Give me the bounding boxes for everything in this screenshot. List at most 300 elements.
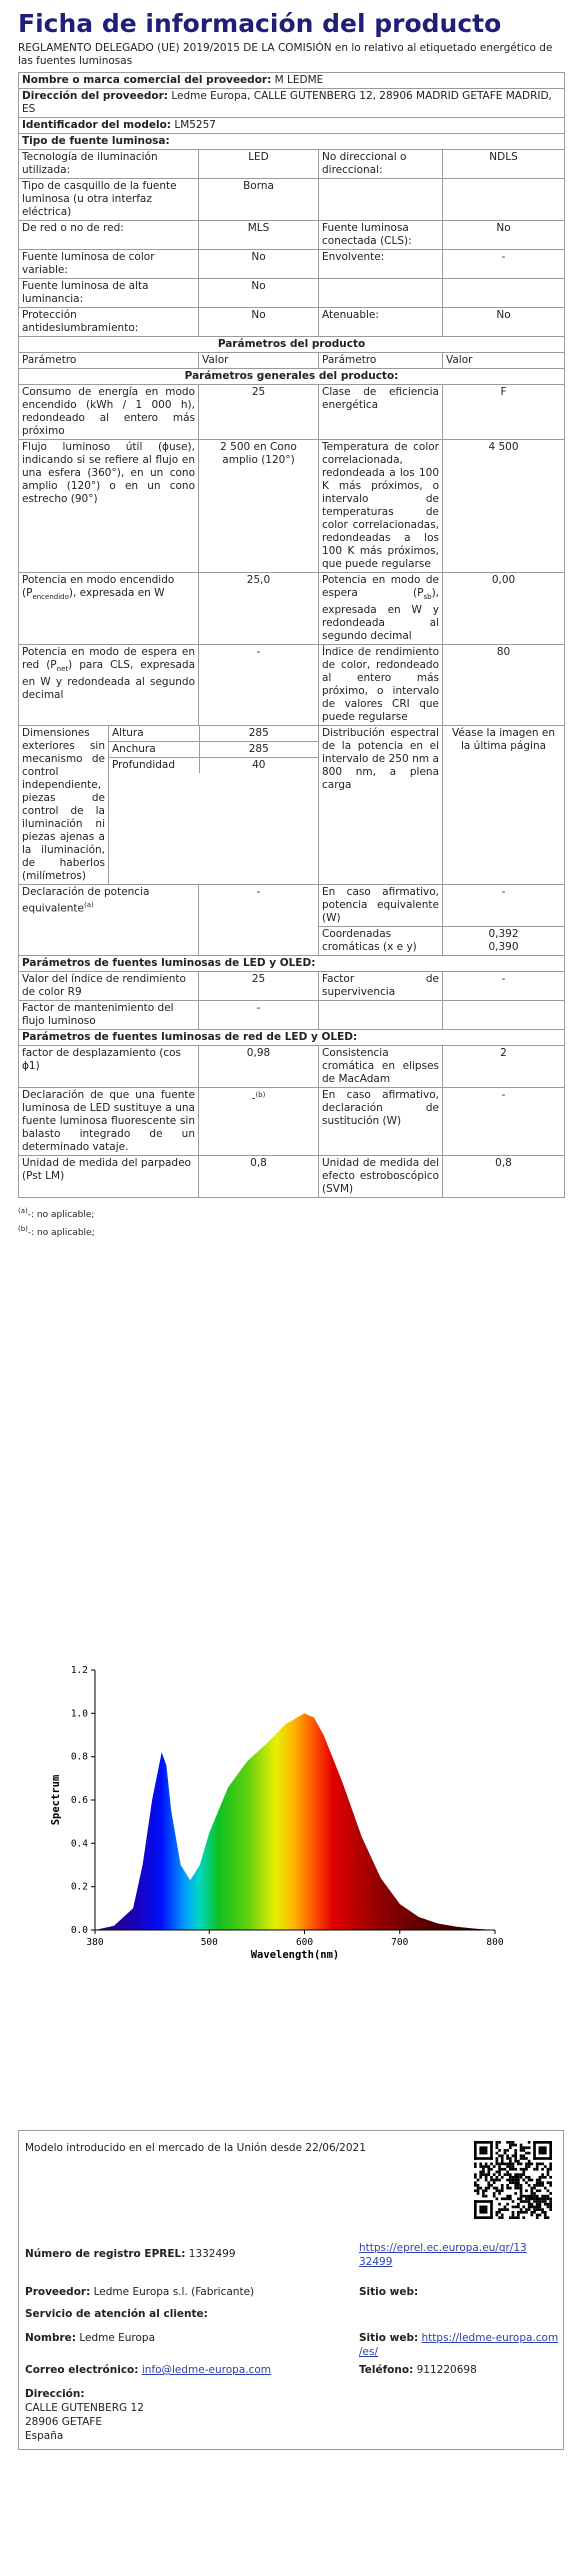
qr-module [520,2144,523,2147]
qr-module [485,2179,488,2182]
fluorescent-replacement-value: -$^{(b)}$ [199,1088,319,1156]
type-row-value: MLS [199,221,319,250]
qr-module [498,2173,501,2176]
standby-power-value: 0,00 [443,573,565,645]
qr-module [506,2157,509,2160]
qr-module [517,2176,520,2179]
dimension-value: 285 [199,726,318,742]
qr-module [474,2141,477,2160]
eprel-card [18,2130,564,2450]
address-block: Dirección: CALLE GUTENBERG 12 28906 GETAFE España [25,2388,144,2442]
qr-module [496,2146,499,2149]
type-row-value [443,279,565,308]
qr-module [479,2206,487,2214]
qr-module [501,2176,504,2179]
replacement-claim-value: - [443,1088,565,1156]
service-website-line: Sitio web: https://ledme-europa.com /es/ [359,2332,559,2358]
qr-module [522,2211,525,2214]
qr-module [533,2168,536,2171]
qr-module [509,2197,512,2200]
qr-module [541,2176,544,2179]
energy-class-label: Clase de eficiencia energética [319,385,443,440]
qr-module [528,2179,531,2182]
qr-module [520,2197,523,2200]
useful-flux-value: 2 500 en Cono amplio (120°) [199,440,319,573]
qr-module [533,2157,552,2160]
qr-module [539,2163,542,2166]
qr-module [482,2173,485,2176]
qr-module [536,2181,539,2184]
fluorescent-replacement-label: Declaración de que una fuente luminosa de LED sustituye a una fuente luminosa fluorescente sin balasto integrado de un determinado vataje. [19,1088,199,1156]
qr-module [544,2195,547,2198]
qr-module [549,2208,552,2211]
qr-module [520,2187,523,2190]
phone-line: Teléfono: 911220698 [359,2364,477,2376]
qr-module [496,2144,499,2147]
eprel-registration: Número de registro EPREL: 1332499 [25,2248,236,2260]
model-id-row [19,118,565,134]
product-params-title: Parámetros del producto [19,337,565,353]
qr-module [509,2195,512,2198]
qr-module [539,2176,542,2179]
qr-module [477,2189,480,2192]
qr-module [493,2195,496,2198]
qr-module [509,2179,512,2182]
qr-module [541,2208,544,2211]
qr-module [549,2165,552,2168]
qr-module [525,2181,528,2184]
qr-module [514,2149,517,2152]
qr-module [520,2168,523,2171]
param-row [19,645,565,726]
qr-module [490,2141,493,2160]
email-line: Correo electrónico: info@ledme-europa.com [25,2364,272,2376]
dimensions-table [109,726,318,773]
qr-module [496,2179,499,2182]
type-row [19,179,565,221]
qr-module [490,2176,493,2179]
qr-module [520,2200,523,2203]
qr-module [512,2144,515,2147]
qr-module [496,2197,499,2200]
param-row [19,385,565,440]
qr-module [547,2173,550,2176]
qr-module [482,2171,485,2174]
qr-module [530,2203,533,2206]
mains-params-title: Parámetros de fuentes luminosas de red de LED y OLED: [19,1030,565,1046]
qr-module [530,2195,533,2198]
qr-module [517,2214,520,2217]
qr-module [547,2216,550,2219]
qr-module [474,2189,477,2192]
qr-module [474,2200,493,2203]
qr-module [485,2176,488,2179]
type-row [19,308,565,337]
email-link[interactable]: info@ledme-europa.com [141,2364,272,2376]
qr-module [487,2168,490,2171]
qr-module [512,2141,515,2144]
qr-module [496,2171,499,2174]
qr-module [514,2157,517,2160]
qr-module [514,2192,517,2195]
qr-module [514,2206,517,2209]
general-params-title: Parámetros generales del producto: [19,369,565,385]
qr-module [474,2163,477,2166]
y-tick-label: 0.4 [70,1838,88,1850]
qr-module [536,2168,539,2171]
qr-module [541,2181,544,2184]
spectrum-chart-svg [40,1655,520,1975]
qr-module [482,2165,485,2168]
qr-module [536,2203,539,2206]
qr-module [525,2157,528,2160]
qr-module [509,2165,512,2168]
qr-module [522,2206,525,2209]
qr-module [520,2163,523,2166]
qr-module [547,2171,550,2174]
eprel-link[interactable]: https://eprel.ec.europa.eu/qr/13 32499 [359,2242,527,2268]
qr-module [506,2163,509,2166]
spectrum-chart [40,1655,520,1975]
qr-module [514,2168,517,2171]
qr-module [482,2192,485,2195]
qr-module [539,2179,542,2182]
led-params-title: Parámetros de fuentes luminosas de LED y OLED: [19,956,565,972]
qr-module [520,2146,523,2149]
dimensions-label: Dimensiones exteriores sin mecanismo de control independiente, piezas de control de la iluminación ni piezas ajenas a la iluminación, de haberlos (milímetros) [19,726,109,885]
qr-module [549,2176,552,2179]
qr-module [541,2184,544,2187]
qr-module [547,2203,550,2206]
qr-module [528,2176,531,2179]
qr-module [514,2176,517,2179]
flicker-value: 0,8 [199,1156,319,1198]
qr-module [490,2179,493,2182]
qr-module [479,2187,482,2190]
qr-module [528,2141,531,2144]
energy-consumption-label: Consumo de energía en modo encendido (kWh / 1 000 h), redondeado al entero más próximo [19,385,199,440]
qr-module [474,2200,477,2219]
qr-module [506,2165,509,2168]
lumen-maintenance-value: - [199,1001,319,1030]
dimensions-cell [109,726,319,885]
qr-module [539,2203,542,2206]
qr-module [496,2163,499,2166]
qr-module [544,2216,547,2219]
supplier-address-row [19,89,565,118]
type-row-label: Atenuable: [319,308,443,337]
qr-module [485,2187,488,2190]
type-row [19,150,565,179]
qr-module [498,2179,501,2182]
light-source-type-label: Tipo de fuente luminosa: [19,134,565,150]
dimension-value: 40 [199,758,318,774]
qr-module [544,2176,547,2179]
qr-module [533,2197,536,2200]
qr-module [506,2203,509,2206]
qr-module [528,2206,531,2209]
qr-module [485,2189,488,2192]
qr-module [525,2189,528,2192]
qr-module [533,2200,536,2203]
qr-module [530,2189,533,2192]
qr-module [498,2211,501,2214]
displacement-factor-label: factor de desplazamiento (cos ϕ1) [19,1046,199,1088]
website-line: Sitio web: [359,2286,419,2298]
qr-module [522,2179,525,2182]
qr-module [528,2152,531,2155]
chromaticity-label: Coordenadas cromáticas (x e y) [319,927,443,956]
qr-module [501,2160,504,2163]
qr-module [528,2160,531,2163]
qr-module [517,2216,520,2219]
qr-module [512,2216,515,2219]
y-tick-label: 1.0 [70,1708,88,1720]
qr-module [474,2176,477,2179]
qr-module [504,2206,507,2209]
qr-module [487,2181,490,2184]
qr-module [487,2187,490,2190]
supplier-name-value: M LEDME [274,74,324,86]
qr-module [477,2184,480,2187]
flicker-label: Unidad de medida del parpadeo (Pst LM) [19,1156,199,1198]
qr-module [514,2173,517,2176]
qr-module [536,2216,539,2219]
qr-module [506,2173,509,2176]
qr-module [501,2197,504,2200]
x-tick-label: 800 [486,1937,504,1948]
qr-module [506,2171,509,2174]
qr-module [501,2184,504,2187]
qr-module [528,2165,531,2168]
qr-module [501,2163,504,2166]
qr-module [504,2163,507,2166]
qr-module [514,2144,517,2147]
param-row [19,1046,565,1088]
cri-label: Índice de rendimiento de color, redondeado al entero más próximo, o intervalo de valores CRI que puede regularse [319,645,443,726]
qr-module [512,2163,515,2166]
qr-module [528,2208,531,2211]
qr-module [533,2211,536,2214]
type-row-value: No [199,250,319,279]
qr-module [517,2211,520,2214]
qr-module [530,2211,533,2214]
qr-module [517,2203,520,2206]
equivalent-power-watts-value: - [443,885,565,927]
qr-module [522,2171,525,2174]
qr-module [512,2181,515,2184]
light-source-type-header [19,134,565,150]
qr-module [487,2171,490,2174]
qr-module [517,2206,520,2209]
qr-module [536,2165,539,2168]
qr-module [501,2208,504,2211]
qr-module [496,2157,499,2160]
qr-module [512,2211,515,2214]
qr-module [517,2197,520,2200]
qr-module [493,2187,496,2190]
qr-module [509,2176,512,2179]
qr-module [512,2154,515,2157]
qr-module [541,2200,544,2203]
energy-consumption-value: 25 [199,385,319,440]
x-axis-label: Wavelength(nm) [250,1949,340,1961]
type-row-label: Protección antideslumbramiento: [19,308,199,337]
qr-module [541,2211,544,2214]
supplier-address-label: Dirección del proveedor: [22,90,169,102]
qr-module [528,2195,531,2198]
qr-module [544,2187,547,2190]
qr-module [536,2189,539,2192]
type-row-value: No [199,308,319,337]
type-row-label: Fuente luminosa de color variable: [19,250,199,279]
qr-module [498,2208,501,2211]
qr-module [520,2192,523,2195]
regulation-reference: REGLAMENTO DELEGADO (UE) 2019/2015 DE LA COMISIÓN en lo relativo al etiquetado energético de las fuentes luminosas [18,42,553,67]
macadam-value: 2 [443,1046,565,1088]
qr-module [525,2197,528,2200]
model-id-label: Identificador del modelo: [22,119,171,131]
qr-module [509,2144,512,2147]
param-row [19,1001,565,1030]
qr-module [496,2152,499,2155]
qr-module [493,2179,496,2182]
qr-module [490,2200,493,2219]
qr-module [474,2165,477,2168]
r9-label: Valor del índice de rendimiento de color R9 [19,972,199,1001]
qr-module [539,2146,547,2154]
qr-module [479,2173,482,2176]
qr-module [517,2187,520,2190]
qr-module [482,2168,485,2171]
qr-module [504,2208,507,2211]
qr-module [479,2165,482,2168]
qr-module [547,2168,550,2171]
qr-module [512,2200,515,2203]
qr-module [528,2184,531,2187]
networked-standby-label: Potencia en modo de espera en red $(P_{net})$ para CLS, expresada en W y redondeada al segundo decimal [19,645,199,726]
qr-module [541,2173,544,2176]
qr-module [506,2179,509,2182]
qr-module [539,2197,542,2200]
type-row [19,250,565,279]
qr-module [539,2214,542,2217]
type-row [19,221,565,250]
qr-module [474,2181,477,2184]
qr-module [528,2146,531,2149]
column-header-row [19,353,565,369]
qr-module [514,2216,517,2219]
qr-module [520,2184,523,2187]
param-row [19,885,565,927]
qr-module [547,2181,550,2184]
qr-module [525,2176,528,2179]
qr-module [528,2200,531,2203]
qr-module [530,2179,533,2182]
qr-module [506,2197,509,2200]
qr-module [498,2154,501,2157]
qr-module [525,2152,528,2155]
qr-module [544,2197,547,2200]
on-mode-power-value: 25,0 [199,573,319,645]
qr-module [496,2214,499,2217]
qr-module [533,2206,536,2209]
led-params-header [19,956,565,972]
type-row-label: Envolvente: [319,250,443,279]
standby-power-label: Potencia en modo de espera $(P_{sb})$, expresada en W y redondeada al segundo decimal [319,573,443,645]
qr-module [520,2154,523,2157]
qr-module [493,2192,496,2195]
qr-module [512,2168,515,2171]
qr-module [498,2189,501,2192]
qr-module [498,2149,501,2152]
y-tick-label: 0.2 [70,1881,88,1893]
qr-module [509,2168,512,2171]
qr-module [539,2189,542,2192]
customer-service-title: Servicio de atención al cliente: [25,2308,208,2320]
qr-module [520,2195,523,2198]
qr-module [525,2146,528,2149]
qr-module [506,2184,509,2187]
x-tick-label: 700 [391,1937,409,1948]
stroboscopic-value: 0,8 [443,1156,565,1198]
qr-module [509,2187,512,2190]
qr-module [474,2141,493,2144]
qr-module [514,2152,517,2155]
qr-module [479,2146,487,2154]
qr-module [496,2189,499,2192]
type-row-value: No [199,279,319,308]
qr-code[interactable] [474,2141,552,2219]
qr-module [549,2206,552,2209]
qr-module [544,2200,547,2203]
column-header-value: Valor [199,353,319,369]
replacement-claim-label: En caso afirmativo, declaración de sustitución (W) [319,1088,443,1156]
qr-module [522,2146,525,2149]
equivalent-power-value: - [199,885,319,956]
type-row-label: Tecnología de iluminación utilizada: [19,150,199,179]
cct-label: Temperatura de color correlacionada, redondeada a los 100 K más próximos, o intervalo de temperaturas de color correlacionadas, redondeadas a los 100 K más próximos, que puede regularse [319,440,443,573]
qr-module [517,2184,520,2187]
qr-module [525,2200,528,2203]
qr-module [496,2187,499,2190]
qr-module [477,2179,480,2182]
qr-module [512,2206,515,2209]
qr-module [509,2163,512,2166]
dimension-name: Anchura [109,742,199,758]
qr-module [498,2171,501,2174]
qr-module [533,2195,536,2198]
qr-module [512,2214,515,2217]
type-row-value [443,179,565,221]
y-tick-label: 0.8 [70,1751,88,1763]
type-row-value: - [443,250,565,279]
qr-module [514,2179,517,2182]
qr-module [485,2195,488,2198]
qr-module [520,2176,523,2179]
qr-module [517,2179,520,2182]
service-website-link[interactable]: https://ledme-europa.com /es/ [359,2332,559,2358]
qr-module [512,2176,515,2179]
supplier-address-value: Ledme Europa, CALLE GUTENBERG 12, 28906 MADRID GETAFE MADRID, ES [22,90,552,115]
mains-params-header [19,1030,565,1046]
qr-module [530,2192,533,2195]
qr-module [509,2181,512,2184]
energy-class-value: F [443,385,565,440]
qr-module [487,2184,490,2187]
qr-module [525,2165,528,2168]
qr-module [544,2165,547,2168]
